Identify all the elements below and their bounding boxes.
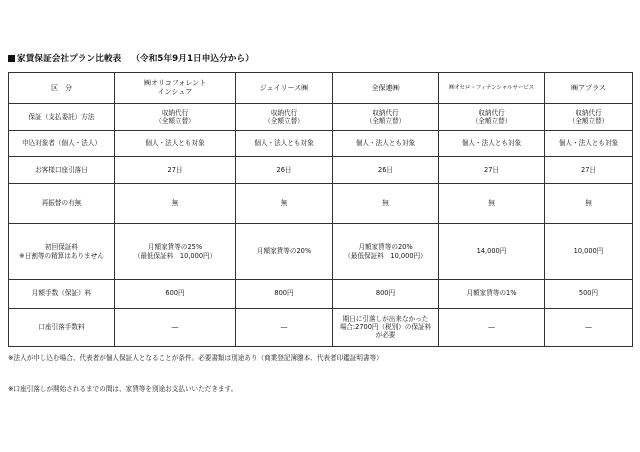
table-cell: [545, 104, 633, 130]
cell-text-line: （最低保証料 10,000円）: [344, 251, 427, 260]
cell-text-line: 期日に引落しが出来なかった: [342, 314, 429, 323]
cell-text-line: （全額立替）: [264, 116, 304, 125]
table-cell: [115, 279, 236, 308]
cell-text-line: 800円: [375, 289, 396, 298]
cell-text-line: （最低保証料 10,000円）: [133, 251, 217, 260]
cell-text-line: ―: [585, 323, 592, 332]
table-cell: [545, 279, 633, 308]
cell-text-line: お客様口座引落日: [35, 165, 88, 174]
table-cell: [333, 157, 439, 183]
table-cell: [115, 308, 236, 347]
row-label: [9, 183, 115, 224]
cell-text-line: ―: [488, 323, 495, 332]
cell-text-line: 場合:2700円（税別）の保証料: [339, 323, 432, 332]
row-label: [9, 157, 115, 183]
cell-text-line: 口座引落手数料: [38, 323, 85, 332]
cell-text-line: 26日: [378, 165, 393, 174]
header-company: [545, 73, 633, 104]
table-header-row: [9, 73, 633, 104]
table-cell: [236, 104, 333, 130]
table-cell: [333, 130, 439, 156]
table-cell: [545, 183, 633, 224]
cell-text-line: 800円: [274, 289, 294, 298]
cell-text-line: 月額家賃等の1%: [466, 289, 517, 298]
cell-text-line: 27日: [581, 165, 596, 174]
cell-text-line: 収納代行: [575, 108, 602, 117]
table-row: [9, 104, 633, 130]
cell-text-line: 26日: [276, 165, 292, 174]
table-cell: [115, 157, 236, 183]
title-period: （令和5年9月1日申込分から）: [131, 54, 254, 64]
table-row: [9, 279, 633, 308]
row-label: [9, 224, 115, 279]
cell-text-line: 再振替の有無: [41, 199, 82, 208]
table-cell: [115, 104, 236, 130]
cell-text-line: 収納代行: [478, 108, 505, 117]
table-row: [9, 308, 633, 347]
cell-text-line: ―: [171, 323, 179, 332]
table-cell: [439, 157, 545, 183]
cell-text-line: 収納代行: [372, 108, 399, 117]
table-cell: [545, 308, 633, 347]
table-row: [9, 224, 633, 279]
cell-text-line: （全額立替）: [155, 116, 195, 125]
table-cell: [115, 183, 236, 224]
header-category: 区 分: [9, 73, 115, 104]
table-row: [9, 130, 633, 156]
table-row: [9, 157, 633, 183]
table-cell: [439, 183, 545, 224]
table-cell: [545, 130, 633, 156]
table-cell: [236, 183, 333, 224]
cell-text-line: 個人・法人とも対象: [254, 139, 314, 148]
footnote-payment: ※口座引落しが開始されるまでの間は、家賃等を別途お支払いいただきます。: [8, 385, 238, 393]
cell-text-line: ㈱アプラス: [571, 83, 606, 92]
cell-text-line: 個人・法人とも対象: [558, 139, 619, 148]
cell-text-line: インシュア: [157, 88, 193, 97]
table-cell: [439, 130, 545, 156]
cell-text-line: （全額立替）: [365, 116, 406, 125]
cell-text-line: 無: [585, 199, 592, 208]
cell-text-line: ―: [280, 323, 288, 332]
table-cell: [236, 130, 333, 156]
table-row: [9, 183, 633, 224]
cell-text-line: 14,000円: [476, 247, 507, 256]
row-label: [9, 104, 115, 130]
table-cell: [333, 183, 439, 224]
table-cell: [439, 308, 545, 347]
cell-text-line: 保証（支払委託）方法: [28, 112, 95, 121]
cell-text-line: 無: [488, 199, 495, 208]
table-cell: [439, 104, 545, 130]
cell-text-line: 月額家賃等の25%: [147, 243, 203, 252]
cell-text-line: 全保連㈱: [371, 83, 400, 92]
table-cell: [115, 130, 236, 156]
cell-text-line: が必要: [375, 331, 396, 340]
row-label: [9, 279, 115, 308]
header-company: [236, 73, 333, 104]
table-cell: [236, 224, 333, 279]
table-cell: [236, 308, 333, 347]
table-cell: [333, 104, 439, 130]
cell-text-line: （全額立替）: [568, 116, 609, 125]
cell-text-line: 個人・法人とも対象: [355, 139, 416, 148]
row-label: [9, 308, 115, 347]
table-cell: [333, 279, 439, 308]
header-company: [439, 73, 545, 104]
cell-text-line: 月額手数（保証）料: [31, 289, 92, 298]
cell-text-line: 無: [171, 199, 179, 208]
cell-text-line: 月額家賃等の20%: [358, 243, 413, 252]
cell-text-line: 無: [280, 199, 288, 208]
table-cell: [545, 157, 633, 183]
row-label: [9, 130, 115, 156]
cell-text-line: 10,000円: [573, 247, 604, 256]
cell-text-line: 収納代行: [161, 108, 189, 117]
cell-text-line: 個人・法人とも対象: [145, 139, 205, 148]
header-company: [333, 73, 439, 104]
square-bullet-icon: [8, 55, 15, 62]
cell-text-line: 無: [382, 199, 389, 208]
cell-text-line: 月額家賃等の20%: [256, 247, 312, 256]
cell-text-line: 個人・法人とも対象: [461, 139, 522, 148]
table-cell: [115, 224, 236, 279]
header-company: [115, 73, 236, 104]
table-cell: [236, 157, 333, 183]
cell-text-line: ㈱オセロ・フィナンシャルサービス: [448, 84, 535, 91]
table-cell: [236, 279, 333, 308]
cell-text-line: 600円: [165, 289, 185, 298]
cell-text-line: ㈱オリコフォレント: [143, 79, 207, 88]
cell-text-line: 500円: [578, 289, 599, 298]
page-title: 家賃保証会社プラン比較表 （令和5年9月1日申込分から）: [8, 52, 254, 64]
table-cell: [333, 224, 439, 279]
cell-text-line: 初回保証料: [45, 243, 78, 252]
cell-text-line: ジェイリース㈱: [259, 83, 309, 92]
cell-text-line: ※日割等の精算はありません: [19, 251, 104, 260]
table-cell: [545, 224, 633, 279]
cell-text-line: （全額立替）: [471, 116, 512, 125]
comparison-table-body: [9, 73, 633, 347]
cell-text-line: 27日: [484, 165, 499, 174]
footnote-corporate: ※法人が申し込む場合、代表者が個人保証人となることが条件。必要書類は別途あり（商業登記簿謄本、代表者印鑑証明書等）: [8, 354, 383, 362]
cell-text-line: 申込対象者（個人・法人）: [21, 139, 102, 148]
comparison-table: [8, 72, 633, 347]
table-cell: [439, 224, 545, 279]
cell-text-line: 収納代行: [270, 108, 298, 117]
cell-text-line: 27日: [167, 165, 183, 174]
table-cell: [439, 279, 545, 308]
table-cell: [333, 308, 439, 347]
